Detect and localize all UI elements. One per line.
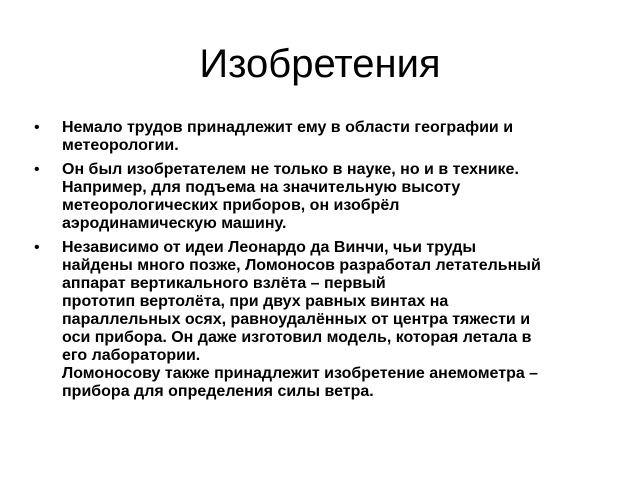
bullet-text-line: параллельных осях, равноудалённых от центра тяжести и	[62, 311, 531, 328]
bullet-text-line: прототип вертолёта, при двух равных винтах на	[62, 293, 449, 310]
slide-title: Изобретения	[199, 42, 441, 86]
bullet-icon: •	[34, 161, 40, 178]
bullet-text-line: Он был изобретателем не только в науке, но и в технике.	[62, 161, 519, 178]
bullet-text-line: прибора для определения силы ветра.	[62, 383, 374, 400]
bullet-text-line: метеорологии.	[62, 137, 179, 154]
bullet-item-2	[34, 161, 604, 233]
bullet-text-line: метеорологических приборов, он изобрёл	[62, 197, 400, 214]
bullet-item-3	[34, 239, 604, 401]
bullet-text-line: аэродинамическую машину.	[62, 215, 287, 232]
bullet-text-line: Немало трудов принадлежит ему в области географии и	[62, 119, 514, 136]
bullet-list	[34, 119, 604, 407]
bullet-icon: •	[34, 119, 40, 136]
bullet-text-line: аппарат вертикального взлёта – первый	[62, 275, 386, 292]
bullet-text-line: Ломоносову также принадлежит изобретение анемометра –	[62, 365, 539, 382]
bullet-text-line: Независимо от идеи Леонардо да Винчи, чьи труды	[62, 239, 477, 256]
bullet-text-line: оси прибора. Он даже изготовил модель, которая летала в	[62, 329, 532, 346]
bullet-item-1	[34, 119, 604, 155]
bullet-text-line: его лаборатории.	[62, 347, 201, 364]
bullet-text-line: найдены много позже, Ломоносов разработал летательный	[62, 257, 541, 274]
bullet-icon: •	[34, 239, 40, 256]
bullet-text-line: Например, для подъема на значительную высоту	[62, 179, 461, 196]
